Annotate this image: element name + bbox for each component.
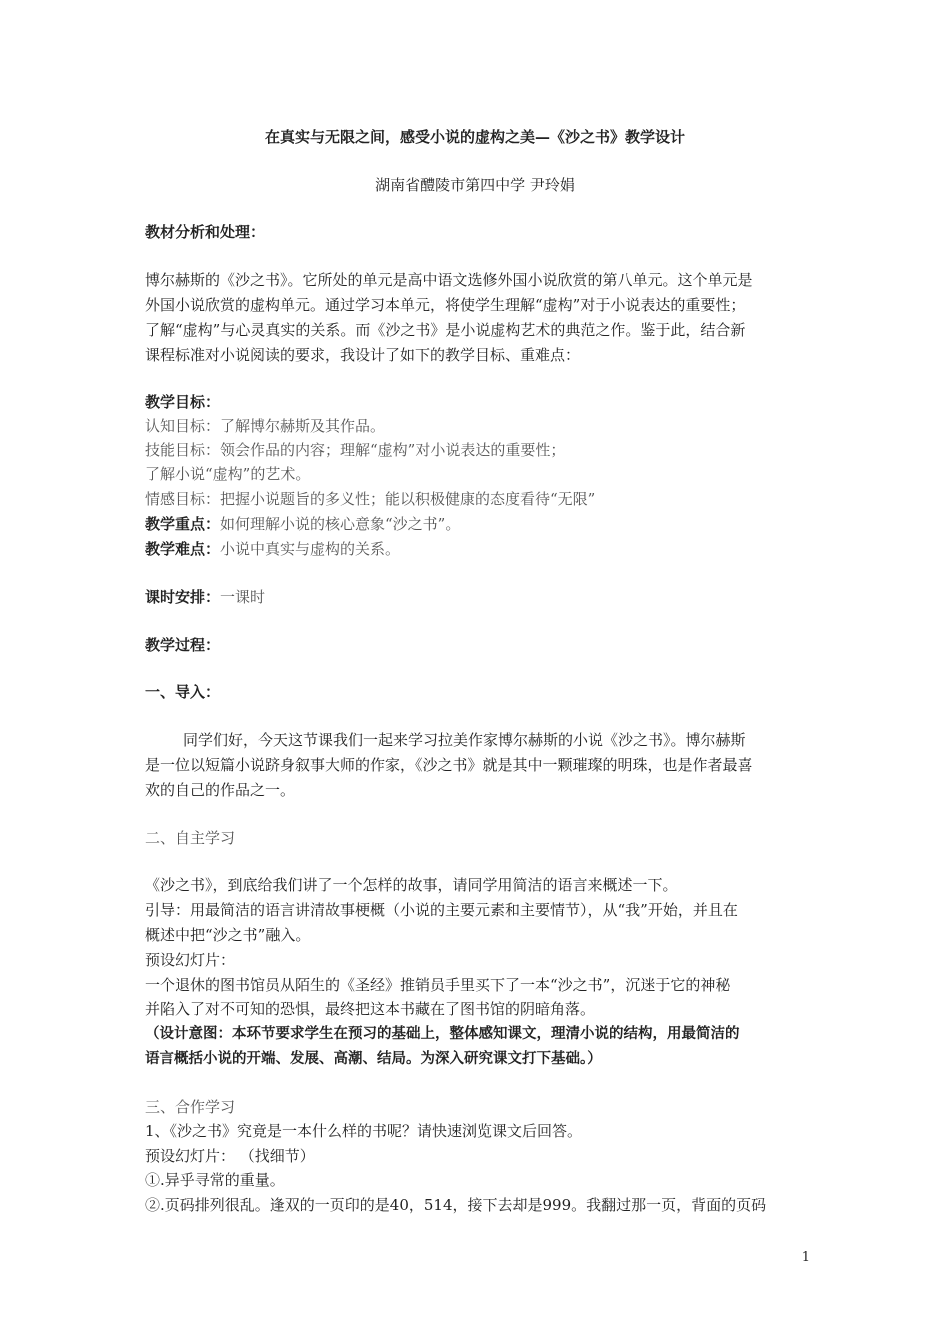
difficulty-text: 小说中真实与虚构的关系。 [220,540,401,558]
goal-item: 技能目标：领会作品的内容；理解“虚构”对小说表达的重要性； [145,441,566,459]
process-heading: 教学过程： [145,636,221,654]
difficulty-line [145,539,400,559]
self-study-heading: 二、自主学习 [145,829,236,847]
focus-text: 如何理解小说的核心意象“沙之书”。 [220,515,461,533]
focus-line [145,514,460,534]
schedule-label: 课时安排： [145,588,221,606]
coop-line: ①.异乎寻常的重量。 [145,1171,285,1189]
page-number: 1 [801,1250,810,1265]
intro-line: 欢的自己的作品之一。 [145,781,296,799]
analysis-line: 了解“虚构”与心灵真实的关系。而《沙之书》是小说虚构艺术的典范之作。鉴于此，结合新 [145,321,746,339]
difficulty-label: 教学难点： [145,540,221,558]
coop-line: 预设幻灯片： （找细节） [145,1147,315,1165]
self-study-line: 并陷入了对不可知的恐惧，最终把这本书藏在了图书馆的阴暗角落。 [145,1000,596,1018]
schedule-line [145,587,265,607]
focus-label: 教学重点： [145,515,221,533]
goal-item: 认知目标：了解博尔赫斯及其作品。 [145,417,386,435]
self-study-line: 引导：用最简洁的语言讲清故事梗概（小说的主要元素和主要情节），从“我”开始，并且在 [145,901,738,919]
coop-line: 1、《沙之书》究竟是一本什么样的书呢？请快速浏览课文后回答。 [145,1122,583,1140]
self-study-line: 预设幻灯片： [145,951,236,969]
schedule-text: 一课时 [220,588,266,606]
self-study-line: 一个退休的图书馆员从陌生的《圣经》推销员手里买下了一本“沙之书”，沉迷于它的神秘 [145,976,731,994]
self-study-line: 概述中把“沙之书”融入。 [145,926,311,944]
coop-heading: 三、合作学习 [145,1098,236,1116]
design-intent-line: （设计意图：本环节要求学生在预习的基础上，整体感知课文，理清小说的结构，用最简洁的 [145,1025,740,1042]
intro-line: 同学们好，今天这节课我们一起来学习拉美作家博尔赫斯的小说《沙之书》。博尔赫斯 [183,731,746,749]
goal-item: 情感目标：把握小说题旨的多义性；能以积极健康的态度看待“无限” [145,490,596,508]
design-intent-line: 语言概括小说的开端、发展、高潮、结局。为深入研究课文打下基础。） [145,1050,602,1067]
analysis-line: 博尔赫斯的《沙之书》。它所处的单元是高中语文选修外国小说欣赏的第八单元。这个单元是 [145,271,753,289]
analysis-heading: 教材分析和处理： [145,223,266,241]
analysis-line: 外国小说欣赏的虚构单元。通过学习本单元，将使学生理解“虚构”对于小说表达的重要性； [145,296,746,314]
document-title: 在真实与无限之间，感受小说的虚构之美—《沙之书》教学设计 [264,128,685,146]
intro-line: 是一位以短篇小说跻身叙事大师的作家，《沙之书》就是其中一颗璀璨的明珠，也是作者最喜 [145,756,753,774]
self-study-line: 《沙之书》，到底给我们讲了一个怎样的故事，请同学用简洁的语言来概述一下。 [145,876,678,894]
goal-item: 了解小说“虚构”的艺术。 [145,465,311,483]
coop-line: ②.页码排列很乱。逢双的一页印的是40，514，接下去却是999。我翻过那一页，背面的页码 [145,1196,767,1214]
analysis-line: 课程标准对小说阅读的要求，我设计了如下的教学目标、重难点： [145,346,581,364]
intro-heading: 一、导入： [145,683,221,701]
goals-heading: 教学目标： [145,393,221,411]
author-line: 湖南省醴陵市第四中学 尹玲娟 [375,176,575,194]
